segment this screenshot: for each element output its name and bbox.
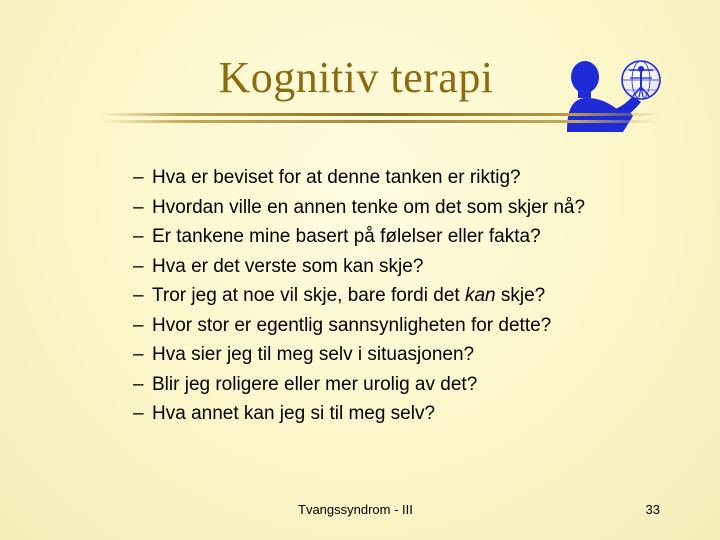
bullet-item bbox=[133, 340, 585, 370]
bullet-item bbox=[133, 281, 585, 311]
bullet-dash: – bbox=[133, 255, 144, 277]
bullet-dash: – bbox=[133, 344, 144, 365]
bullet-item bbox=[133, 252, 585, 282]
bullet-item bbox=[133, 163, 585, 193]
bullet-text: Er tankene mine basert på følelser eller fakta? bbox=[152, 226, 541, 247]
bullet-item bbox=[133, 370, 585, 400]
title-divider-bottom bbox=[100, 120, 660, 123]
bullet-emphasis: kan bbox=[464, 285, 496, 306]
bullet-text: Hva sier jeg til meg selv i situasjonen? bbox=[152, 344, 475, 365]
slide-title: Kognitiv terapi bbox=[218, 53, 494, 102]
bullet-item bbox=[133, 399, 585, 429]
bullet-dash: – bbox=[133, 196, 144, 218]
bullet-list bbox=[133, 163, 585, 429]
bullet-text: Hva er det verste som kan skje? bbox=[152, 255, 424, 277]
bullet-text: Hvor stor er egentlig sannsynligheten for dette? bbox=[152, 314, 552, 336]
page-number: 33 bbox=[645, 502, 660, 517]
bullet-dash: – bbox=[133, 314, 144, 336]
bullet-item bbox=[133, 311, 585, 341]
bullet-dash: – bbox=[133, 226, 144, 247]
footer-title: Tvangssyndrom - III bbox=[298, 502, 413, 517]
bullet-item bbox=[133, 222, 585, 252]
bullet-text: Hvordan ville en annen tenke om det som skjer nå? bbox=[152, 196, 586, 218]
bullet-dash: – bbox=[133, 403, 144, 424]
bullet-text: Blir jeg roligere eller mer urolig av det? bbox=[152, 373, 478, 395]
bullet-text-end: skje? bbox=[495, 285, 546, 306]
bullet-item bbox=[133, 193, 585, 223]
bullet-text: Tror jeg at noe vil skje, bare fordi det bbox=[152, 285, 465, 306]
title-divider-top bbox=[100, 113, 660, 116]
bullet-text: Hva er beviset for at denne tanken er riktig? bbox=[152, 167, 521, 188]
bullet-text: Hva annet kan jeg si til meg selv? bbox=[152, 403, 436, 424]
bullet-dash: – bbox=[133, 167, 144, 188]
bullet-dash: – bbox=[133, 373, 144, 395]
bullet-dash: – bbox=[133, 285, 144, 306]
